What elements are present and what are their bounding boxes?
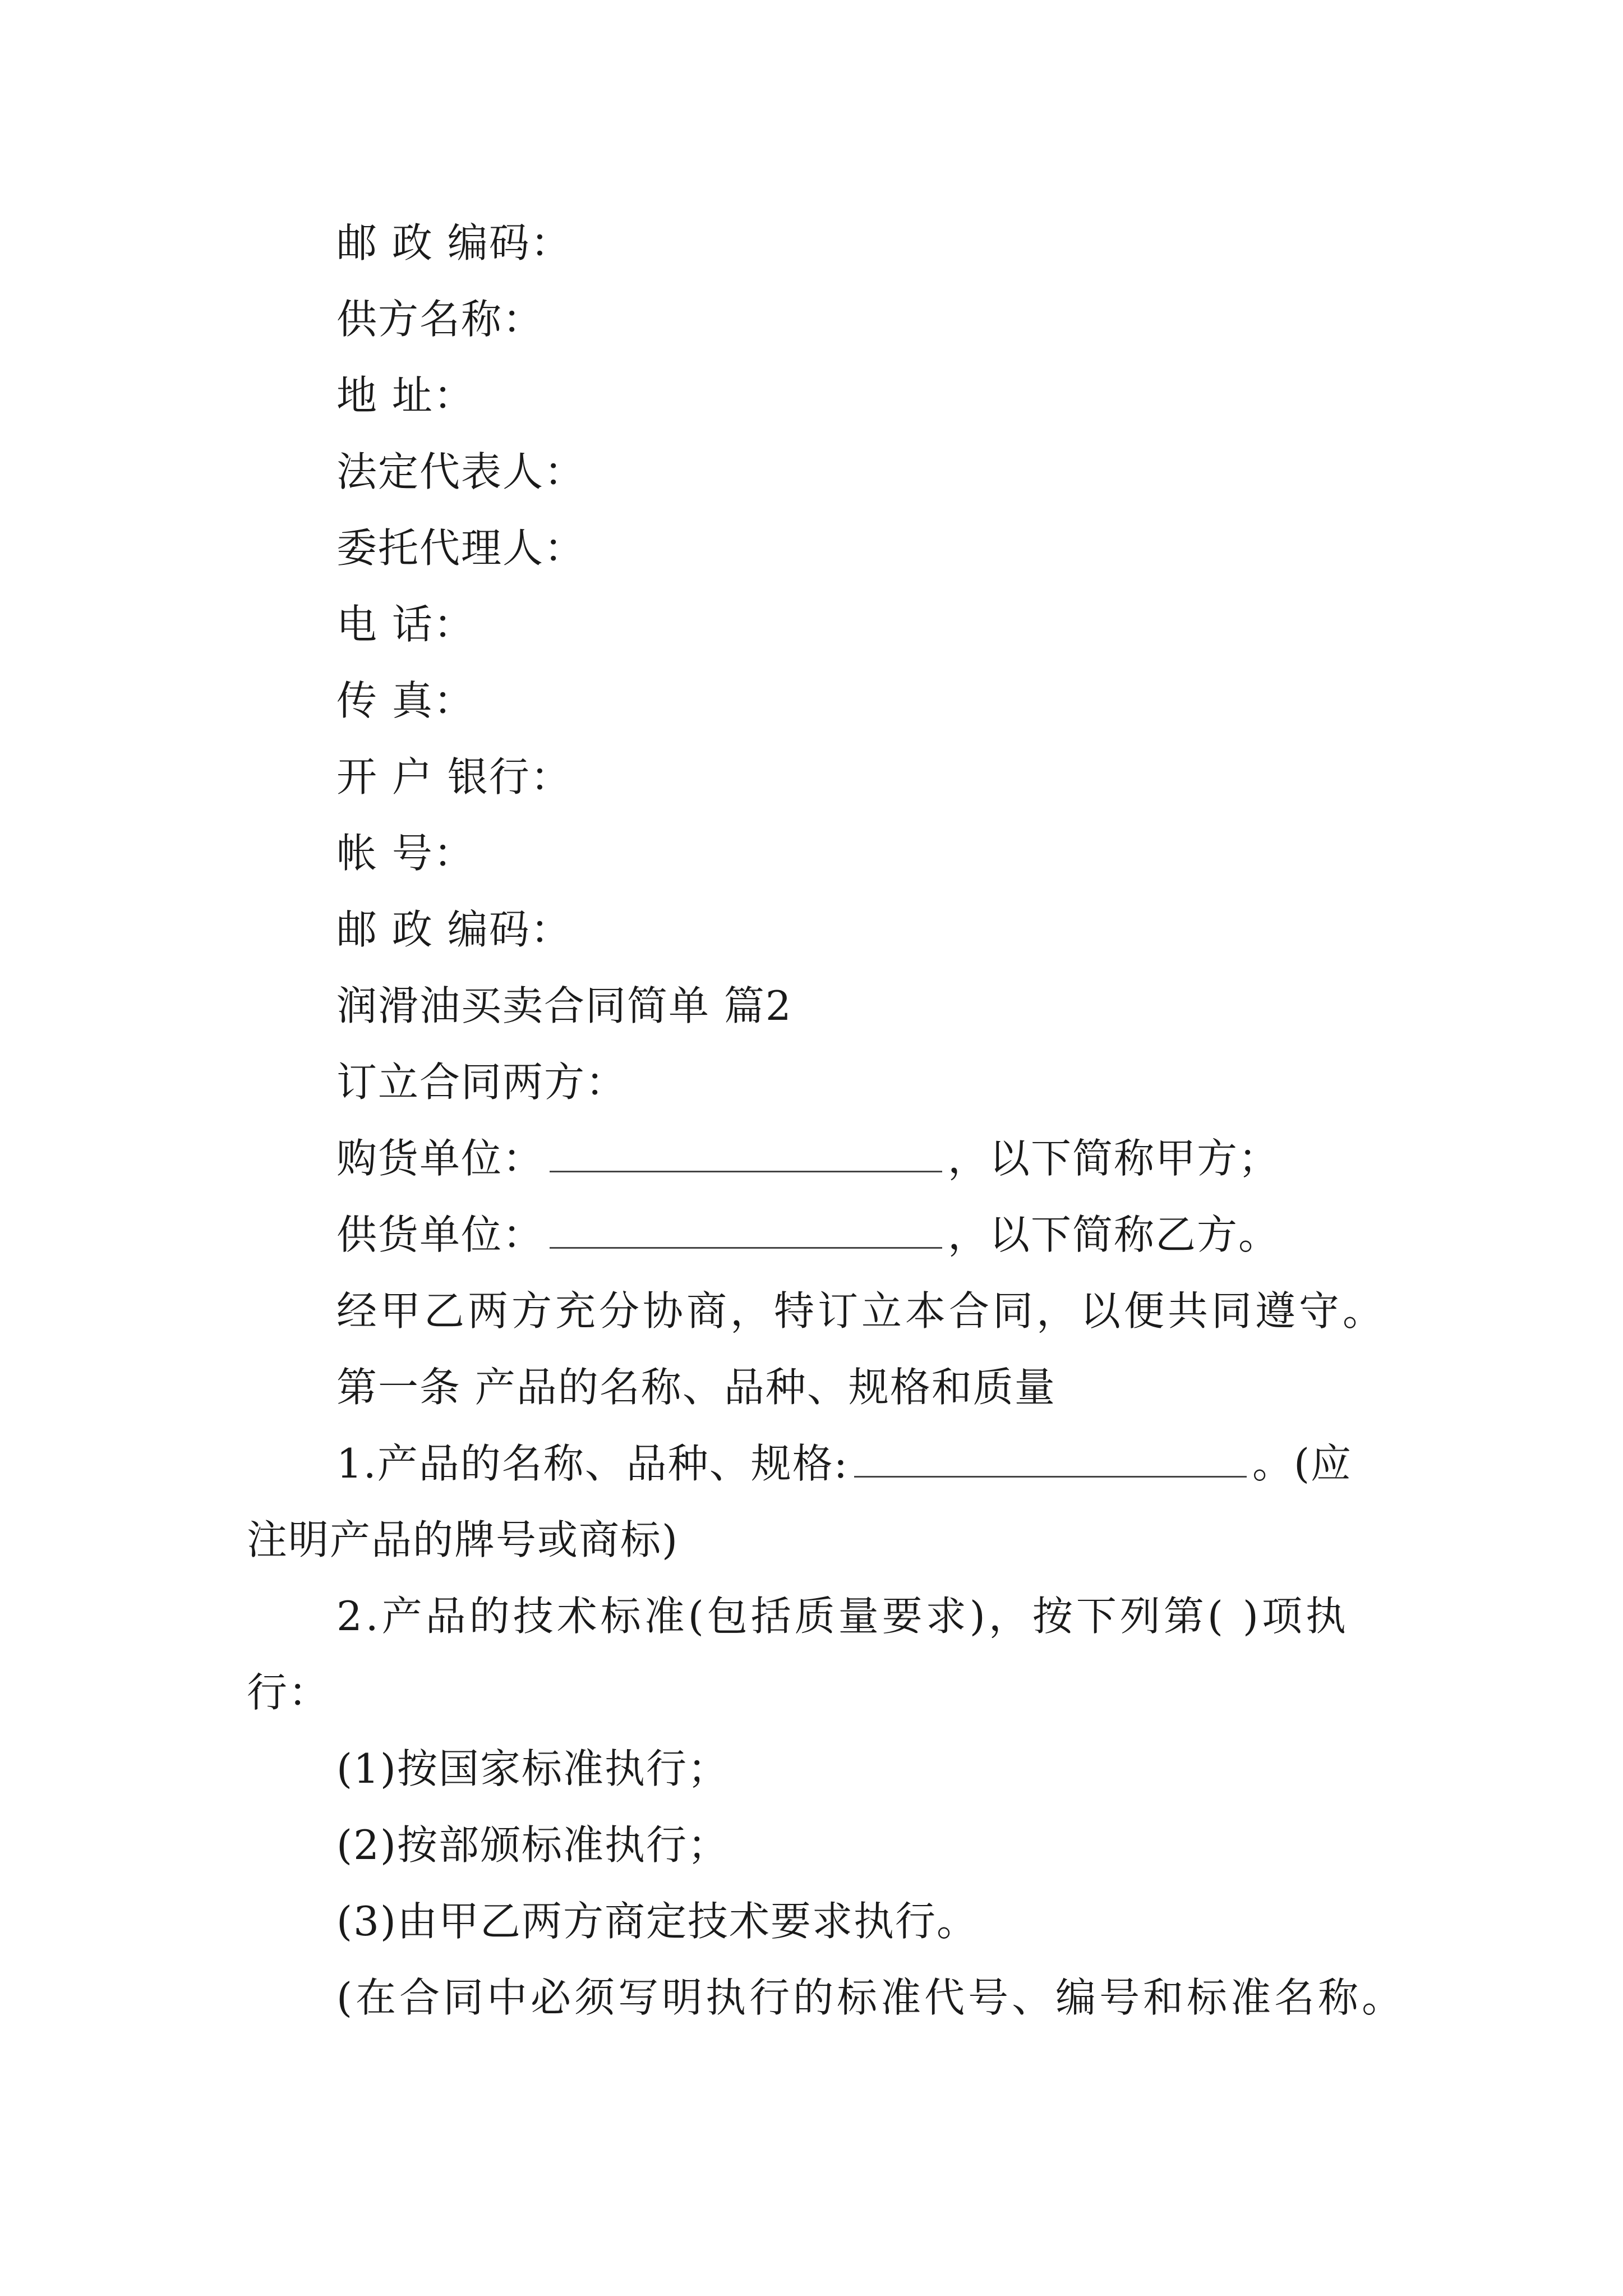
- legal-representative-label: 法定代表人：: [336, 448, 586, 495]
- account-label: 帐 号：: [336, 830, 475, 877]
- seller-label: 供货单位：: [336, 1211, 545, 1258]
- buyer-line: [336, 1131, 1280, 1185]
- bank-label: 开 户 银行：: [336, 753, 572, 800]
- seller-line: [336, 1208, 1280, 1262]
- fax-label: 传 真：: [336, 677, 475, 724]
- postal-code-label-1: 邮 政 编码：: [336, 219, 572, 266]
- option-one: (1)按国家标准执行；: [336, 1745, 729, 1792]
- seller-blank: [550, 1213, 942, 1249]
- item-one-line: [336, 1437, 1352, 1490]
- seller-suffix: ，以下简称乙方。: [948, 1211, 1280, 1258]
- option-two: (2)按部颁标准执行；: [336, 1821, 729, 1869]
- buyer-label: 购货单位：: [336, 1135, 545, 1182]
- standard-note: (在合同中必须写明执行的标准代号、编号和标准名称。: [336, 1974, 1406, 2021]
- item-one-suffix: 。(应: [1252, 1440, 1353, 1487]
- item-one-prefix: 1.产品的名称、品种、规格:: [336, 1440, 849, 1487]
- buyer-suffix: ，以下简称甲方；: [948, 1135, 1280, 1182]
- address-label: 地 址：: [336, 372, 475, 419]
- item-one-blank: [854, 1442, 1247, 1478]
- item-two-line: 2.产品的技术标准(包括质量要求)，按下列第( )项执: [336, 1593, 1349, 1640]
- section-title: 润滑油买卖合同简单 篇2: [336, 982, 792, 1029]
- authorized-agent-label: 委托代理人：: [336, 524, 586, 572]
- item-two-continuation: 行：: [247, 1669, 330, 1716]
- phone-label: 电 话：: [336, 601, 475, 648]
- agreement-paragraph: 经甲乙两方充分协商，特订立本合同，以便共同遵守。: [336, 1287, 1387, 1335]
- postal-code-label-2: 邮 政 编码：: [336, 906, 572, 953]
- article-one-heading: 第一条 产品的名称、品种、规格和质量: [336, 1364, 1056, 1411]
- buyer-blank: [550, 1137, 942, 1172]
- parties-heading: 订立合同两方：: [336, 1059, 628, 1106]
- item-one-continuation: 注明产品的牌号或商标): [247, 1516, 679, 1563]
- option-three: (3)由甲乙两方商定技术要求执行。: [336, 1898, 978, 1945]
- supplier-name-label: 供方名称：: [336, 296, 545, 343]
